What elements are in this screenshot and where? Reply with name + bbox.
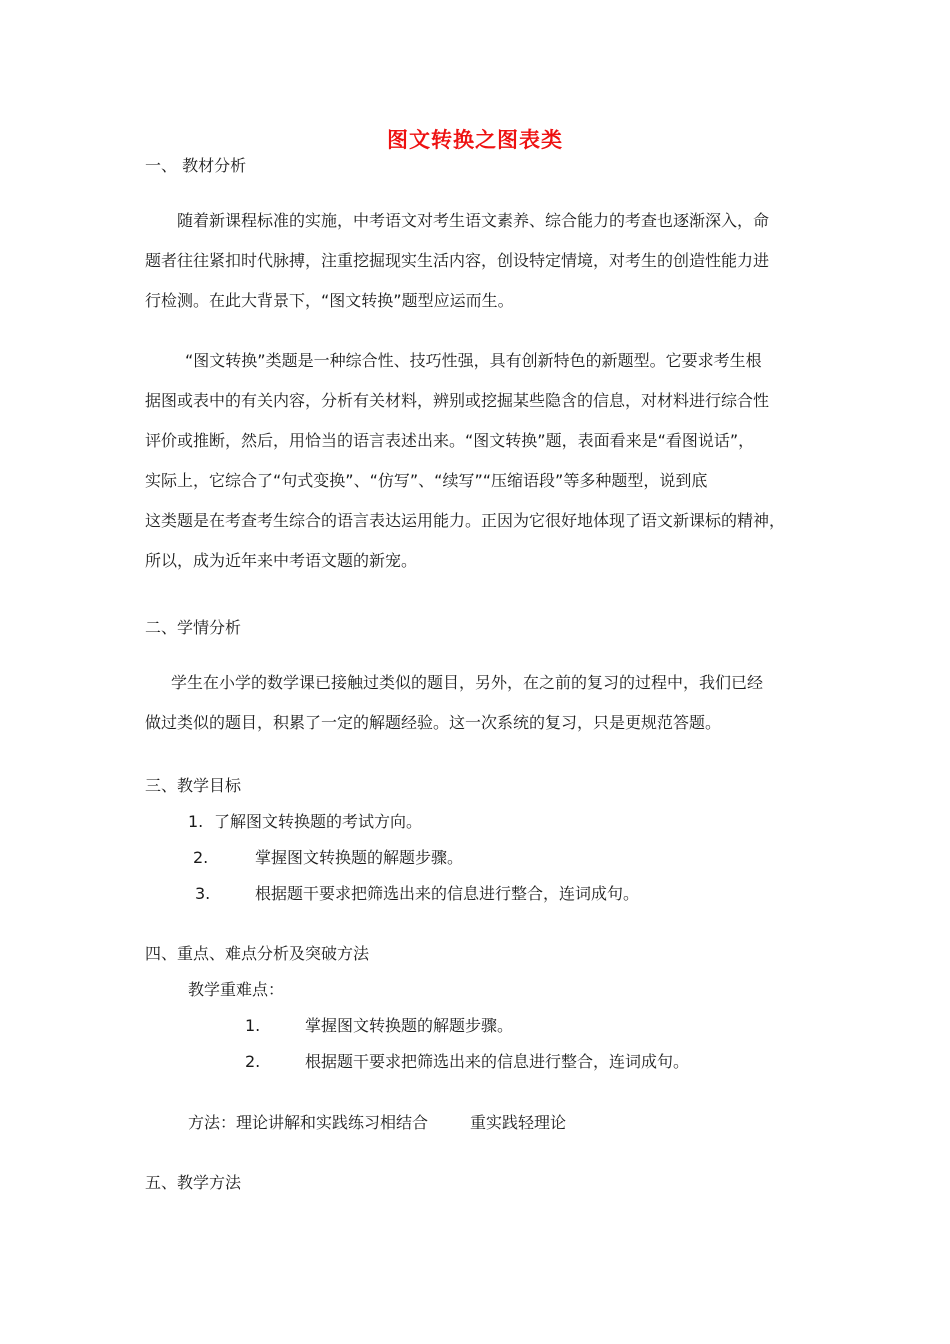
item-number: 1. [188, 812, 204, 831]
paragraph-line: 题者往往紧扣时代脉搏，注重挖掘现实生活内容，创设特定情境，对考生的创造性能力进 [145, 251, 770, 270]
method-line [188, 1110, 566, 1133]
paragraph-line: 实际上，它综合了“句式变换”、“仿写”、“续写”“压缩语段”等多种题型，说到底 [145, 471, 708, 490]
paragraph-line: 据图或表中的有关内容，分析有关材料，辨别或挖掘某些隐含的信息，对材料进行综合性 [145, 391, 770, 410]
item-number: 2. [193, 848, 209, 867]
paragraph-line: 做过类似的题目，积累了一定的解题经验。这一次系统的复习，只是更规范答题。 [145, 713, 722, 732]
section-heading-materials: 一、 教材分析 [145, 156, 247, 175]
paragraph-learners [145, 663, 763, 743]
document-title: 图文转换之图表类 [387, 128, 563, 152]
paragraph-line: 学生在小学的数学课已接触过类似的题目，另外，在之前的复习的过程中，我们已经 [171, 673, 764, 692]
paragraph-line: “图文转换”类题是一种综合性、技巧性强，具有创新特色的新题型。它要求考生根 [185, 351, 762, 370]
objective-item-1 [188, 809, 422, 832]
key-point-item-1 [245, 1013, 513, 1036]
paragraph-line: 随着新课程标准的实施，中考语文对考生语文素养、综合能力的考查也逐渐深入，命 [177, 211, 770, 230]
section-heading-key-points: 四、重点、难点分析及突破方法 [145, 944, 370, 963]
item-text: 根据题干要求把筛选出来的信息进行整合，连词成句。 [255, 884, 640, 903]
section-heading-methods: 五、教学方法 [145, 1173, 242, 1192]
method-emphasis: 重实践轻理论 [470, 1113, 567, 1132]
paragraph-line: 这类题是在考查考生综合的语言表达运用能力。正因为它很好地体现了语文新课标的精神， [145, 511, 786, 530]
item-number: 3. [195, 884, 211, 903]
item-text: 了解图文转换题的考试方向。 [214, 812, 423, 831]
section-heading-learners: 二、学情分析 [145, 618, 242, 637]
item-text: 根据题干要求把筛选出来的信息进行整合，连词成句。 [305, 1052, 690, 1071]
paragraph-materials-2 [145, 341, 785, 581]
item-number: 1. [245, 1016, 261, 1035]
item-number: 2. [245, 1052, 261, 1071]
objective-item-3 [195, 881, 639, 904]
objective-item-2 [193, 845, 463, 868]
paragraph-materials-1 [145, 201, 769, 321]
paragraph-line: 评价或推断，然后，用恰当的语言表述出来。“图文转换”题，表面看来是“看图说话”， [145, 431, 755, 450]
key-point-item-2 [245, 1049, 689, 1072]
item-text: 掌握图文转换题的解题步骤。 [305, 1016, 514, 1035]
item-text: 掌握图文转换题的解题步骤。 [255, 848, 464, 867]
section-heading-objectives: 三、教学目标 [145, 776, 242, 795]
paragraph-line: 行检测。在此大背景下，“图文转换”题型应运而生。 [145, 291, 514, 310]
key-points-subheading: 教学重难点： [188, 980, 285, 999]
method-label: 方法： [188, 1113, 237, 1132]
paragraph-line: 所以，成为近年来中考语文题的新宠。 [145, 551, 418, 570]
method-combine: 理论讲解和实践练习相结合 [236, 1113, 429, 1132]
